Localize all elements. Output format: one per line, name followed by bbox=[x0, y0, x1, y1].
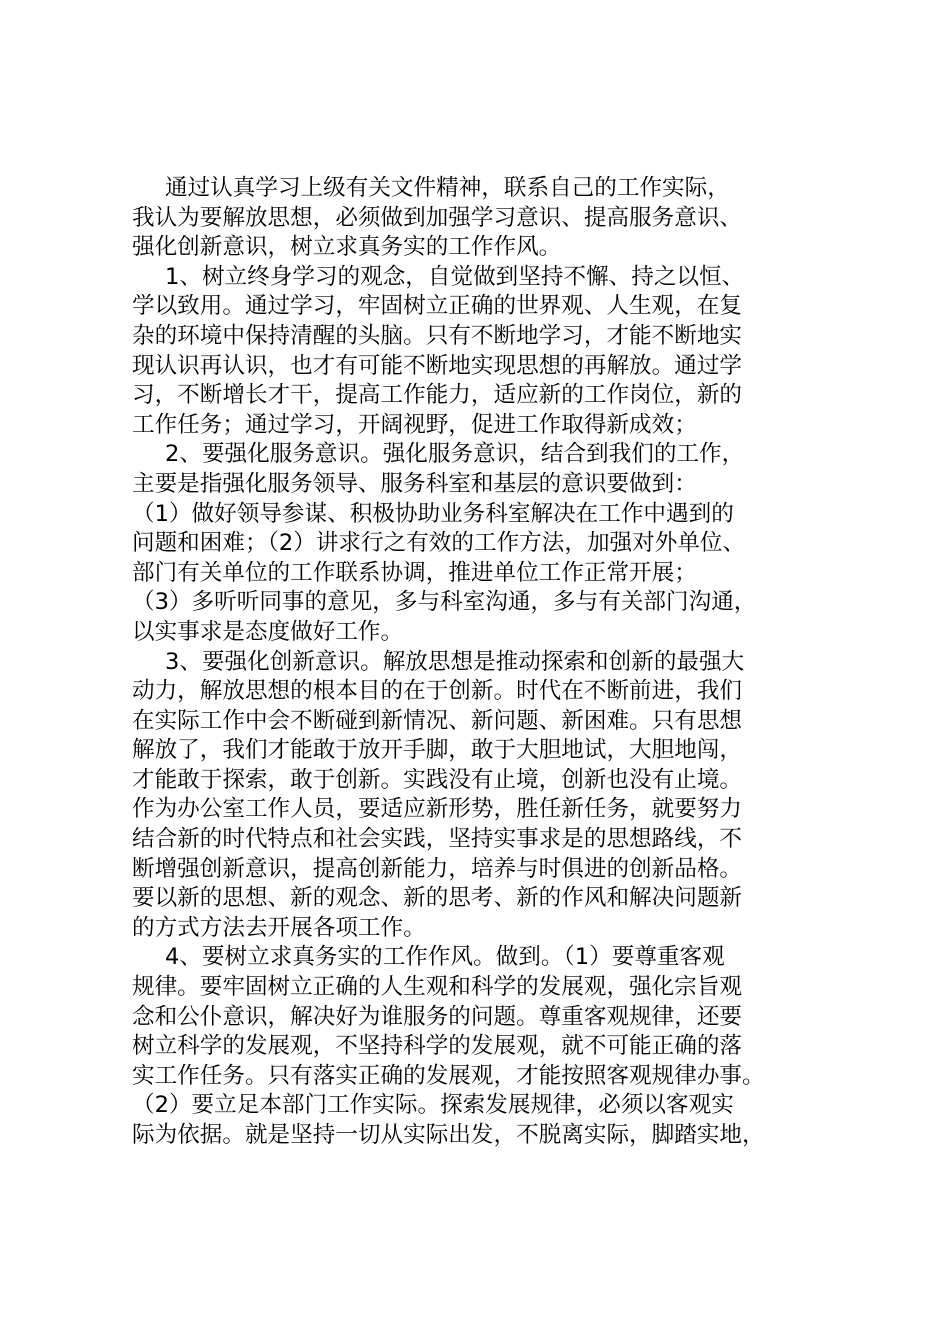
paragraph-service-line: 问题和困难；（2）讲求行之有效的工作方法，加强对外单位、 bbox=[132, 530, 746, 557]
paragraph-innovation-line: 在实际工作中会不断碰到新情况、新问题、新困难。只有思想 bbox=[132, 707, 743, 734]
paragraph-innovation-line: 要以新的思想、新的观念、新的思考、新的作风和解决问题新 bbox=[132, 885, 743, 912]
paragraph-innovation-line: 作为办公室工作人员，要适应新形势，胜任新任务，就要努力 bbox=[132, 796, 743, 823]
paragraph-pragmatic-line: （2）要立足本部门工作实际。探索发展规律，必须以客观实 bbox=[132, 1092, 734, 1119]
paragraph-innovation-line: 结合新的时代特点和社会实践，坚持实事求是的思想路线，不 bbox=[132, 826, 743, 853]
paragraph-innovation-line: 的方式方法去开展各项工作。 bbox=[132, 914, 426, 941]
paragraph-intro-line: 强化创新意识，树立求真务实的工作作风。 bbox=[132, 234, 562, 261]
paragraph-pragmatic-line: 4、要树立求真务实的工作作风。做到。（1）要尊重客观 bbox=[165, 944, 725, 971]
paragraph-learning-line: 学以致用。通过学习，牢固树立正确的世界观、人生观，在复 bbox=[132, 293, 743, 320]
paragraph-service-line: 2、要强化服务意识。强化服务意识，结合到我们的工作， bbox=[165, 441, 745, 468]
paragraph-intro-line: 我认为要解放思想，必须做到加强学习意识、提高服务意识、 bbox=[132, 204, 743, 231]
paragraph-intro-line: 通过认真学习上级有关文件精神，联系自己的工作实际， bbox=[165, 175, 730, 201]
paragraph-learning-line: 工作任务；通过学习，开阔视野，促进工作取得新成效； bbox=[132, 411, 697, 438]
paragraph-pragmatic-line: 树立科学的发展观，不坚持科学的发展观，就不可能正确的落 bbox=[132, 1033, 743, 1060]
paragraph-learning-line: 习，不断增长才干，提高工作能力，适应新的工作岗位，新的 bbox=[132, 382, 743, 409]
paragraph-innovation-line: 动力，解放思想的根本目的在于创新。时代在不断前进，我们 bbox=[132, 678, 743, 705]
paragraph-innovation-line: 才能敢于探索，敢于创新。实践没有止境，创新也没有止境。 bbox=[132, 766, 743, 793]
paragraph-pragmatic-line: 念和公仆意识，解决好为谁服务的问题。尊重客观规律，还要 bbox=[132, 1003, 743, 1030]
paragraph-pragmatic-line: 际为依据。就是坚持一切从实际出发，不脱离实际，脚踏实地， bbox=[132, 1122, 765, 1148]
paragraph-innovation-line: 解放了，我们才能敢于放开手脚，敢于大胆地试，大胆地闯， bbox=[132, 737, 743, 764]
paragraph-service-line: （1）做好领导参谋、积极协助业务科室解决在工作中遇到的 bbox=[132, 500, 734, 527]
paragraph-service-line: 部门有关单位的工作联系协调，推进单位工作正常开展； bbox=[132, 559, 697, 586]
paragraph-learning-line: 1、树立终身学习的观念，自觉做到坚持不懈、持之以恒、 bbox=[165, 263, 745, 290]
paragraph-pragmatic-line: 规律。要牢固树立正确的人生观和科学的发展观，强化宗旨观 bbox=[132, 974, 743, 1001]
paragraph-service-line: （3）多听听同事的意见，多与科室沟通，多与有关部门沟通， bbox=[132, 589, 757, 616]
paragraph-learning-line: 杂的环境中保持清醒的头脑。只有不断地学习，才能不断地实 bbox=[132, 322, 743, 349]
document-body bbox=[132, 174, 847, 1151]
paragraph-service-line: 以实事求是态度做好工作。 bbox=[132, 618, 404, 645]
paragraph-pragmatic-line: 实工作任务。只有落实正确的发展观，才能按照客观规律办事。 bbox=[132, 1062, 765, 1089]
paragraph-innovation-line: 3、要强化创新意识。解放思想是推动探索和创新的最强大 bbox=[165, 648, 745, 675]
paragraph-innovation-line: 断增强创新意识，提高创新能力，培养与时俱进的创新品格。 bbox=[132, 855, 743, 882]
paragraph-service-line: 主要是指强化服务领导、服务科室和基层的意识要做到： bbox=[132, 470, 697, 497]
paragraph-learning-line: 现认识再认识，也才有可能不断地实现思想的再解放。通过学 bbox=[132, 352, 743, 379]
